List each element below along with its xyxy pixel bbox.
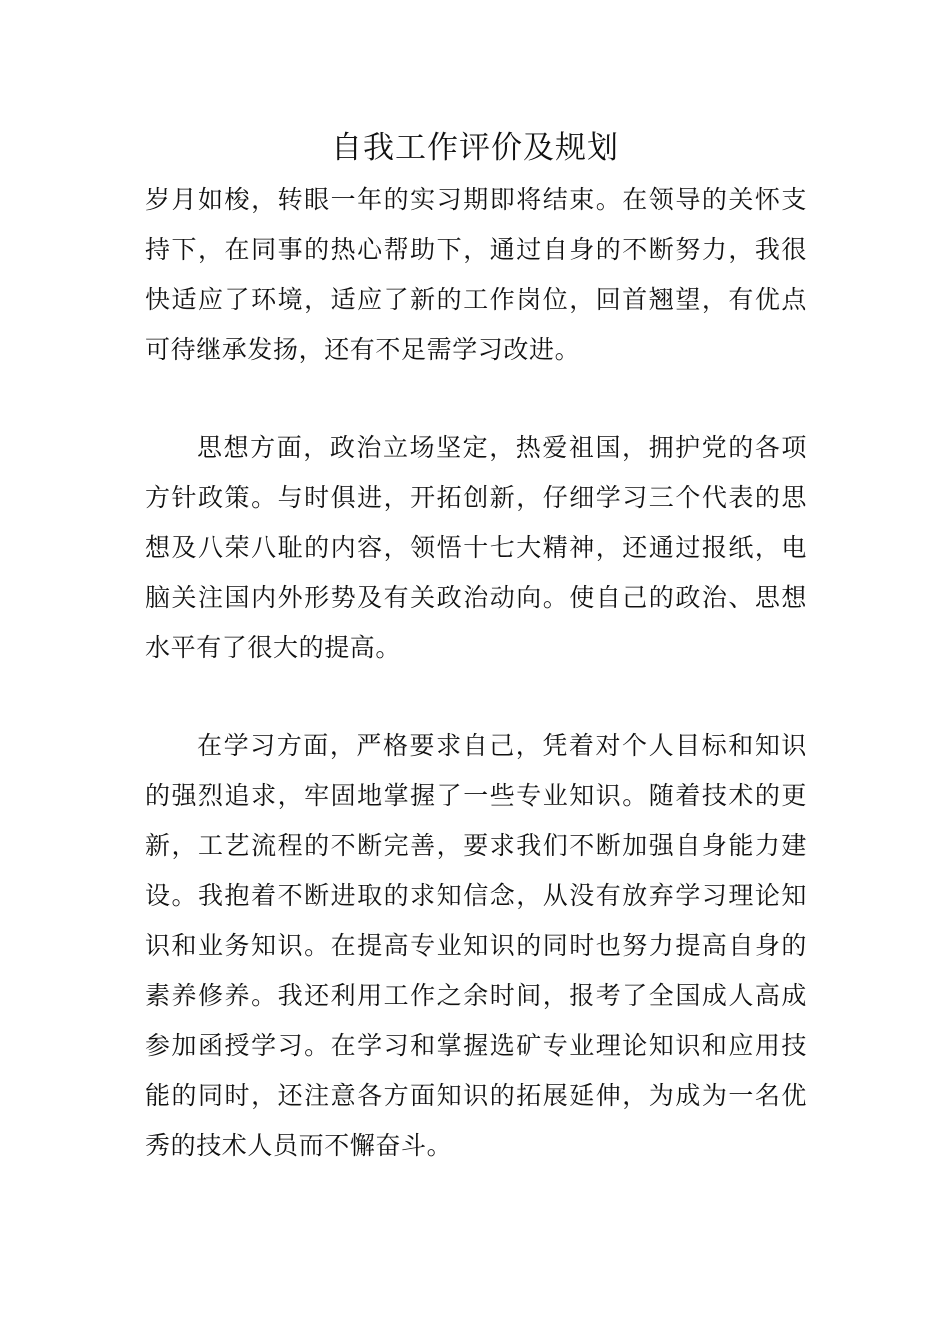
paragraph-intro: 岁月如梭，转眼一年的实习期即将结束。在领导的关怀支持下，在同事的热心帮助下，通过自身的不断努力，我很快适应了环境，适应了新的工作岗位，回首翘望，有优点可待继承发扬，还有不足需学习改进。 bbox=[145, 185, 807, 364]
paragraph-ideology: 思想方面，政治立场坚定，热爱祖国，拥护党的各项方针政策。与时俱进，开拓创新，仔细学习三个代表的思想及八荣八耻的内容，领悟十七大精神，还通过报纸，电脑关注国内外形势及有关政治动向。使自己的政治、思想水平有了很大的提高。 bbox=[145, 433, 807, 662]
paragraph-study: 在学习方面，严格要求自己，凭着对个人目标和知识的强烈追求，牢固地掌握了一些专业知识。随着技术的更新，工艺流程的不断完善，要求我们不断加强自身能力建设。我抱着不断进取的求知信念，从没有放弃学习理论知识和业务知识。在提高专业知识的同时也努力提高自身的素养修养。我还利用工作之余时间，报考了全国成人高成参加函授学习。在学习和掌握选矿专业理论知识和应用技能的同时，还注意各方面知识的拓展延伸，为成为一名优秀的技术人员而不懈奋斗。 bbox=[145, 731, 807, 1160]
document-title: 自我工作评价及规划 bbox=[331, 130, 619, 166]
